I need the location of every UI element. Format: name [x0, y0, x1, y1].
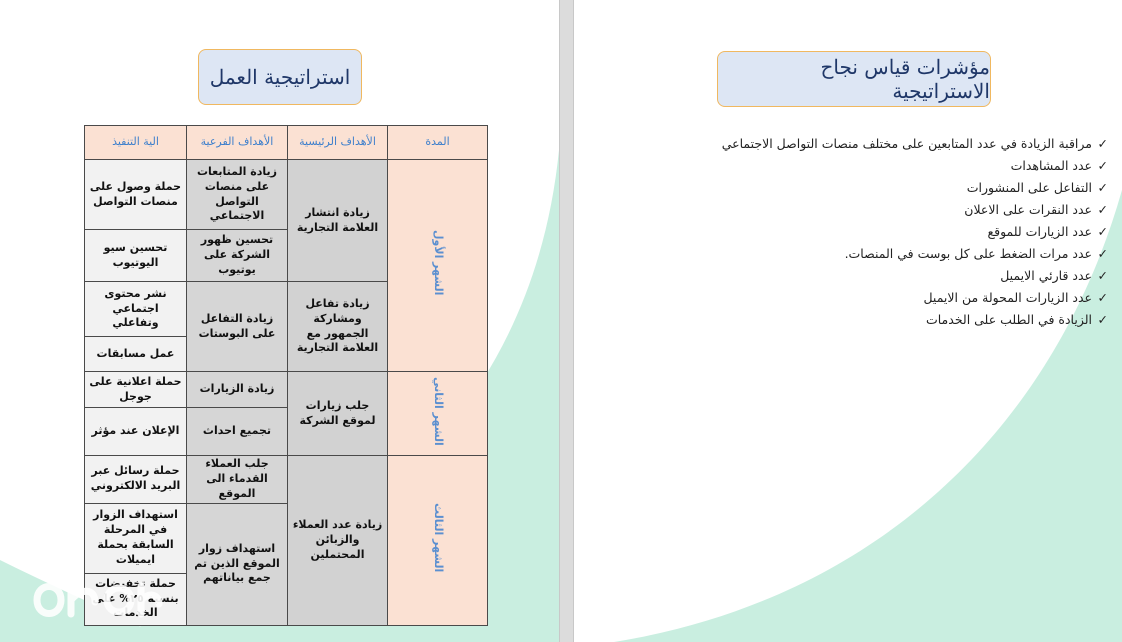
mechanism-cell: حملة اعلانية على جوجل [85, 372, 187, 408]
page-gutter [559, 0, 574, 642]
main-goal-cell: جلب زيارات لموقع الشركة [288, 372, 388, 456]
sub-goal-cell: زيادة الزيارات [187, 372, 288, 408]
checkmark-icon: ✓ [1097, 246, 1108, 261]
table-row [85, 160, 488, 230]
work-strategy-title: استراتيجية العمل [198, 49, 362, 105]
checkmark-icon: ✓ [1097, 180, 1108, 195]
mechanism-cell: عمل مسابقات [85, 337, 187, 372]
list-item: ✓ مراقبة الزيادة في عدد المتابعين على مختلف منصات التواصل الاجتماعي [678, 133, 1108, 155]
right-page [574, 0, 1122, 642]
sub-goal-cell: زيادة التفاعل على البوستات [187, 282, 288, 372]
list-item: ✓ عدد الزيارات للموقع [678, 221, 1108, 243]
kpi-list [678, 133, 1108, 331]
table-row [85, 456, 488, 504]
checkmark-icon: ✓ [1097, 158, 1108, 173]
table-header-row [85, 126, 488, 160]
sub-goal-cell: استهداف زوار الموقع الذين تم جمع بياناتهم [187, 503, 288, 625]
watermark-logo [27, 570, 167, 626]
header-sub-goals: الأهداف الفرعية [187, 126, 288, 160]
checkmark-icon: ✓ [1097, 290, 1108, 305]
list-item: ✓ عدد المشاهدات [678, 155, 1108, 177]
kpi-title: مؤشرات قياس نجاح الاستراتيجية [717, 51, 991, 107]
mechanism-cell: استهداف الزوار في المرحلة السابقة بحملة ايميلات [85, 503, 187, 573]
duration-month-2: الشهر الثاني [388, 372, 488, 456]
mechanism-cell: نشر محتوى اجتماعي وتفاعلي [85, 282, 187, 337]
checkmark-icon: ✓ [1097, 224, 1108, 239]
mechanism-cell: الإعلان عند مؤثر [85, 408, 187, 456]
list-item: ✓ عدد الزيارات المحولة من الايميل [678, 287, 1108, 309]
sub-goal-cell: جلب العملاء القدماء الى الموقع [187, 456, 288, 504]
table-row [85, 372, 488, 408]
list-item: ✓ الزيادة في الطلب على الخدمات [678, 309, 1108, 331]
duration-month-3: الشهر الثالث [388, 456, 488, 626]
header-duration: المدة [388, 126, 488, 160]
list-item: ✓ عدد مرات الضغط على كل بوست في المنصات. [678, 243, 1108, 265]
mechanism-cell: حملة رسائل عبر البريد الالكتروني [85, 456, 187, 504]
sub-goal-cell: تجميع احداث [187, 408, 288, 456]
main-goal-cell: زيادة انتشار العلامة التجارية [288, 160, 388, 282]
mechanism-cell: حملة تخفيضات بنسبة ٢٥% على الخدمات [85, 573, 187, 625]
sub-goal-cell: زيادة المتابعات على منصات التواصل الاجتماعي [187, 160, 288, 230]
mechanism-cell: تحسين سيو اليوتيوب [85, 230, 187, 282]
list-item: ✓ عدد قارئي الايميل [678, 265, 1108, 287]
duration-month-1: الشهر الأول [388, 160, 488, 372]
main-goal-cell: زيادة تفاعل ومشاركة الجمهور مع العلامة التجارية [288, 282, 388, 372]
sub-goal-cell: تحسين ظهور الشركة على يوتيوب [187, 230, 288, 282]
checkmark-icon: ✓ [1097, 312, 1108, 327]
main-goal-cell: زيادة عدد العملاء والزبائن المحتملين [288, 456, 388, 626]
checkmark-icon: ✓ [1097, 136, 1108, 151]
left-page [0, 0, 559, 642]
header-mechanism: الية التنفيذ [85, 126, 187, 160]
list-item: ✓ التفاعل على المنشورات [678, 177, 1108, 199]
header-main-goals: الأهداف الرئيسية [288, 126, 388, 160]
strategy-table [84, 125, 488, 626]
mechanism-cell: حملة وصول على منصات التواصل [85, 160, 187, 230]
list-item: ✓ عدد النقرات على الاعلان [678, 199, 1108, 221]
checkmark-icon: ✓ [1097, 268, 1108, 283]
checkmark-icon: ✓ [1097, 202, 1108, 217]
